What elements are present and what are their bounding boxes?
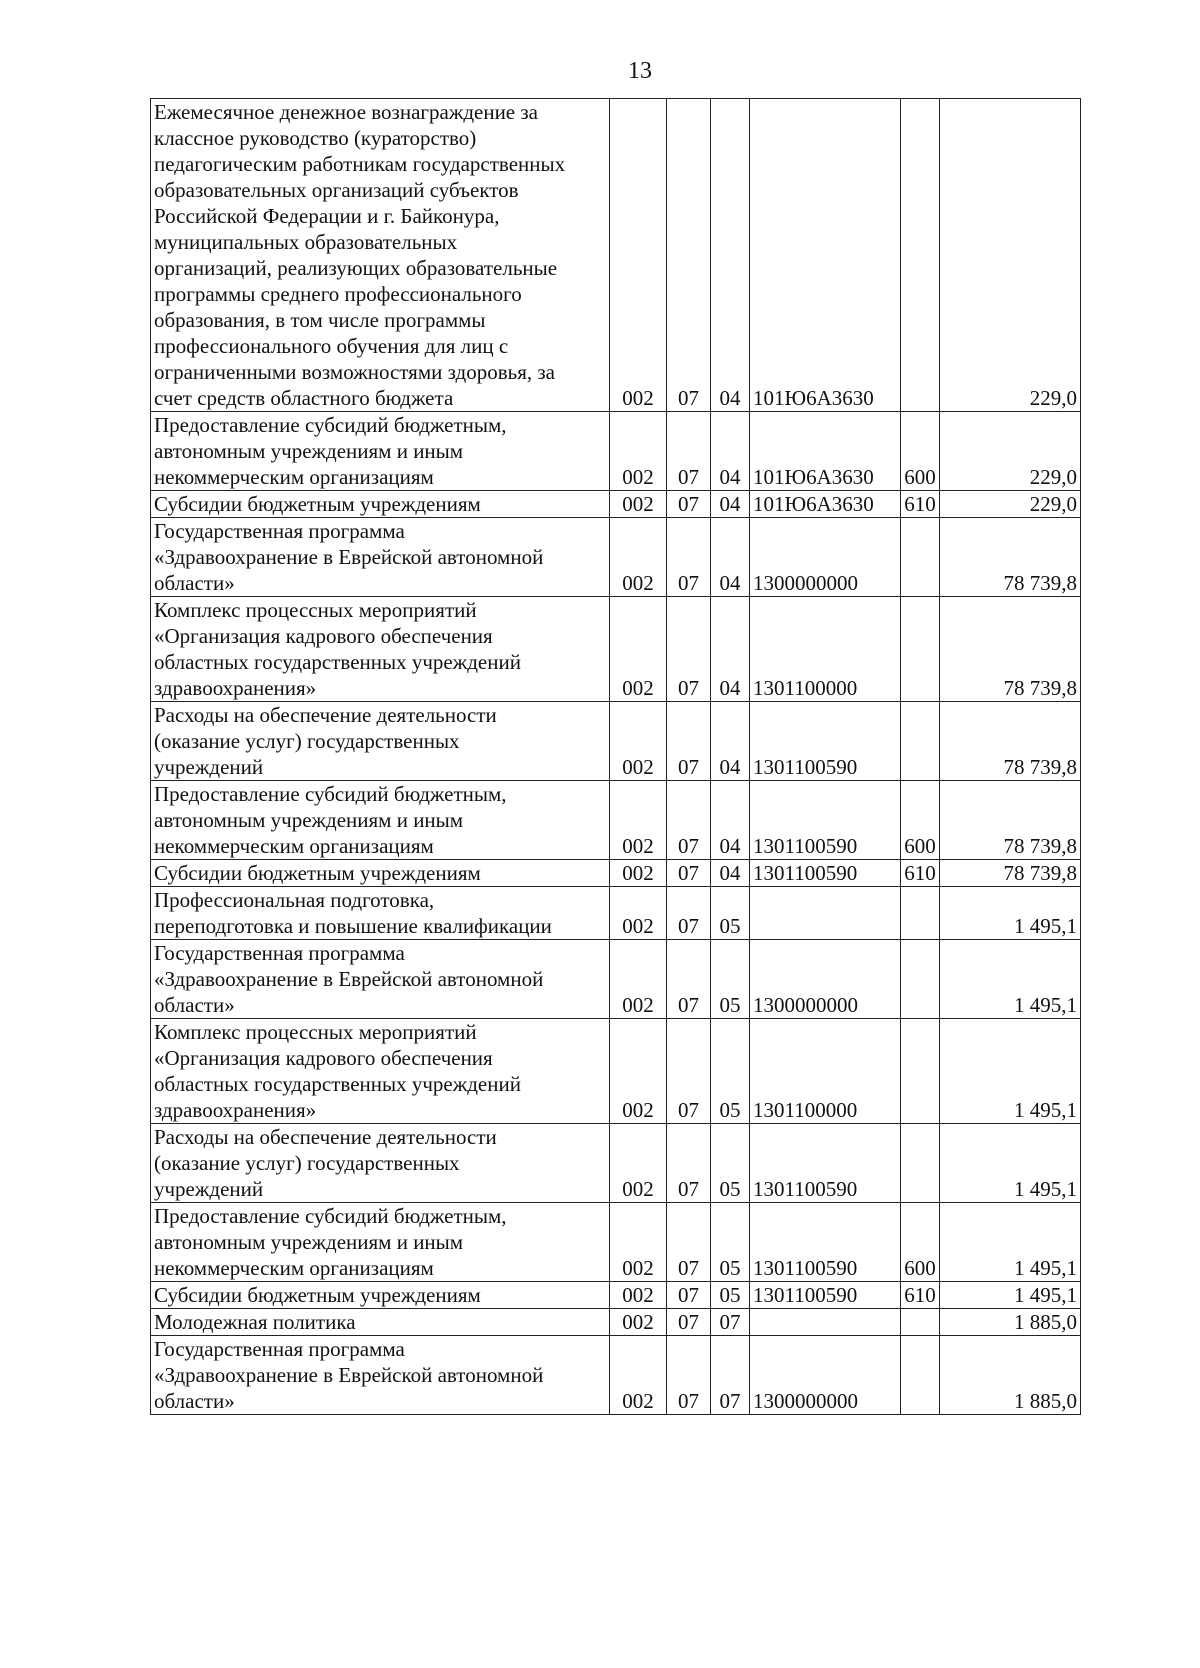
row-amount: 229,0 (940, 412, 1081, 491)
table-row (151, 860, 1081, 887)
expense-type-code (901, 887, 940, 940)
section-code: 07 (667, 99, 711, 412)
ministry-code: 002 (610, 1282, 667, 1309)
subsection-code: 04 (711, 518, 750, 597)
ministry-code: 002 (610, 1309, 667, 1336)
table-row (151, 940, 1081, 1019)
table-row (151, 597, 1081, 702)
subsection-code: 04 (711, 99, 750, 412)
row-amount: 78 739,8 (940, 702, 1081, 781)
row-amount: 1 495,1 (940, 887, 1081, 940)
section-code: 07 (667, 940, 711, 1019)
target-article-code: 1301100590 (750, 1203, 901, 1282)
row-amount: 1 885,0 (940, 1309, 1081, 1336)
subsection-code: 05 (711, 1282, 750, 1309)
target-article-code: 1300000000 (750, 940, 901, 1019)
subsection-code: 04 (711, 702, 750, 781)
expense-type-code: 610 (901, 491, 940, 518)
row-description: Предоставление субсидий бюджетным, автономным учреждениям и иным некоммерческим организациям (151, 781, 610, 860)
expense-type-code: 600 (901, 1203, 940, 1282)
expense-type-code (901, 1336, 940, 1415)
ministry-code: 002 (610, 518, 667, 597)
table-row (151, 1124, 1081, 1203)
table-row (151, 1019, 1081, 1124)
target-article-code: 1301100590 (750, 1124, 901, 1203)
subsection-code: 04 (711, 860, 750, 887)
target-article-code: 1301100590 (750, 1282, 901, 1309)
subsection-code: 05 (711, 1019, 750, 1124)
row-description: Расходы на обеспечение деятельности (оказание услуг) государственных учреждений (151, 1124, 610, 1203)
expense-type-code: 610 (901, 1282, 940, 1309)
row-description: Профессиональная подготовка, переподготовка и повышение квалификации (151, 887, 610, 940)
ministry-code: 002 (610, 781, 667, 860)
row-amount: 1 495,1 (940, 940, 1081, 1019)
target-article-code: 1301100000 (750, 597, 901, 702)
row-amount: 1 885,0 (940, 1336, 1081, 1415)
target-article-code: 1301100000 (750, 1019, 901, 1124)
ministry-code: 002 (610, 491, 667, 518)
ministry-code: 002 (610, 1336, 667, 1415)
row-amount: 78 739,8 (940, 597, 1081, 702)
subsection-code: 04 (711, 491, 750, 518)
section-code: 07 (667, 887, 711, 940)
row-amount: 229,0 (940, 99, 1081, 412)
subsection-code: 04 (711, 597, 750, 702)
ministry-code: 002 (610, 99, 667, 412)
row-amount: 78 739,8 (940, 860, 1081, 887)
expense-type-code (901, 99, 940, 412)
row-description: Государственная программа «Здравоохранение в Еврейской автономной области» (151, 518, 610, 597)
subsection-code: 05 (711, 940, 750, 1019)
target-article-code: 1301100590 (750, 702, 901, 781)
expense-type-code: 600 (901, 781, 940, 860)
table-row (151, 1282, 1081, 1309)
row-description: Государственная программа «Здравоохранение в Еврейской автономной области» (151, 1336, 610, 1415)
ministry-code: 002 (610, 860, 667, 887)
row-amount: 1 495,1 (940, 1282, 1081, 1309)
table-row (151, 1203, 1081, 1282)
subsection-code: 05 (711, 887, 750, 940)
section-code: 07 (667, 1019, 711, 1124)
row-description: Субсидии бюджетным учреждениям (151, 860, 610, 887)
ministry-code: 002 (610, 1124, 667, 1203)
table-row (151, 99, 1081, 412)
target-article-code (750, 887, 901, 940)
ministry-code: 002 (610, 1019, 667, 1124)
expense-type-code (901, 518, 940, 597)
expense-type-code (901, 1124, 940, 1203)
expense-type-code: 610 (901, 860, 940, 887)
table-row (151, 412, 1081, 491)
subsection-code: 04 (711, 412, 750, 491)
row-amount: 1 495,1 (940, 1203, 1081, 1282)
subsection-code: 04 (711, 781, 750, 860)
row-description: Субсидии бюджетным учреждениям (151, 491, 610, 518)
ministry-code: 002 (610, 412, 667, 491)
ministry-code: 002 (610, 702, 667, 781)
section-code: 07 (667, 1282, 711, 1309)
target-article-code: 101Ю6А3630 (750, 412, 901, 491)
ministry-code: 002 (610, 887, 667, 940)
expense-type-code: 600 (901, 412, 940, 491)
row-description: Расходы на обеспечение деятельности (оказание услуг) государственных учреждений (151, 702, 610, 781)
row-amount: 229,0 (940, 491, 1081, 518)
table-row (151, 702, 1081, 781)
row-description: Молодежная политика (151, 1309, 610, 1336)
row-amount: 78 739,8 (940, 781, 1081, 860)
section-code: 07 (667, 1336, 711, 1415)
table-row (151, 1309, 1081, 1336)
table-row (151, 781, 1081, 860)
section-code: 07 (667, 702, 711, 781)
target-article-code: 1301100590 (750, 860, 901, 887)
expense-type-code (901, 1019, 940, 1124)
expense-type-code (901, 702, 940, 781)
subsection-code: 05 (711, 1124, 750, 1203)
target-article-code: 101Ю6А3630 (750, 99, 901, 412)
table-row (151, 491, 1081, 518)
expense-type-code (901, 597, 940, 702)
section-code: 07 (667, 491, 711, 518)
section-code: 07 (667, 412, 711, 491)
table-row (151, 1336, 1081, 1415)
target-article-code: 101Ю6А3630 (750, 491, 901, 518)
subsection-code: 05 (711, 1203, 750, 1282)
section-code: 07 (667, 1203, 711, 1282)
expense-type-code (901, 1309, 940, 1336)
row-amount: 1 495,1 (940, 1124, 1081, 1203)
row-description: Государственная программа «Здравоохранение в Еврейской автономной области» (151, 940, 610, 1019)
section-code: 07 (667, 1309, 711, 1336)
section-code: 07 (667, 781, 711, 860)
row-description: Ежемесячное денежное вознаграждение за классное руководство (кураторство) педагогическим работникам государственных образовательных организаций субъектов Российской Федерации и г. Байконура, муниципальных образовательных организаций, реализующих образовательные программы среднего профессионального образования, в том числе программы профессионального обучения для лиц с ограниченными возможностями здоровья, за счет средств областного бюджета (151, 99, 610, 412)
row-amount: 78 739,8 (940, 518, 1081, 597)
ministry-code: 002 (610, 1203, 667, 1282)
section-code: 07 (667, 1124, 711, 1203)
subsection-code: 07 (711, 1336, 750, 1415)
section-code: 07 (667, 518, 711, 597)
row-description: Предоставление субсидий бюджетным, автономным учреждениям и иным некоммерческим организациям (151, 412, 610, 491)
target-article-code: 1301100590 (750, 781, 901, 860)
section-code: 07 (667, 860, 711, 887)
target-article-code: 1300000000 (750, 518, 901, 597)
expense-type-code (901, 940, 940, 1019)
table-row (151, 887, 1081, 940)
budget-table (150, 98, 1081, 1415)
table-row (151, 518, 1081, 597)
ministry-code: 002 (610, 940, 667, 1019)
target-article-code: 1300000000 (750, 1336, 901, 1415)
section-code: 07 (667, 597, 711, 702)
ministry-code: 002 (610, 597, 667, 702)
page-number: 13 (628, 58, 652, 84)
row-amount: 1 495,1 (940, 1019, 1081, 1124)
subsection-code: 07 (711, 1309, 750, 1336)
row-description: Комплекс процессных мероприятий «Организация кадрового обеспечения областных государственных учреждений здравоохранения» (151, 1019, 610, 1124)
target-article-code (750, 1309, 901, 1336)
row-description: Комплекс процессных мероприятий «Организация кадрового обеспечения областных государственных учреждений здравоохранения» (151, 597, 610, 702)
row-description: Субсидии бюджетным учреждениям (151, 1282, 610, 1309)
row-description: Предоставление субсидий бюджетным, автономным учреждениям и иным некоммерческим организациям (151, 1203, 610, 1282)
